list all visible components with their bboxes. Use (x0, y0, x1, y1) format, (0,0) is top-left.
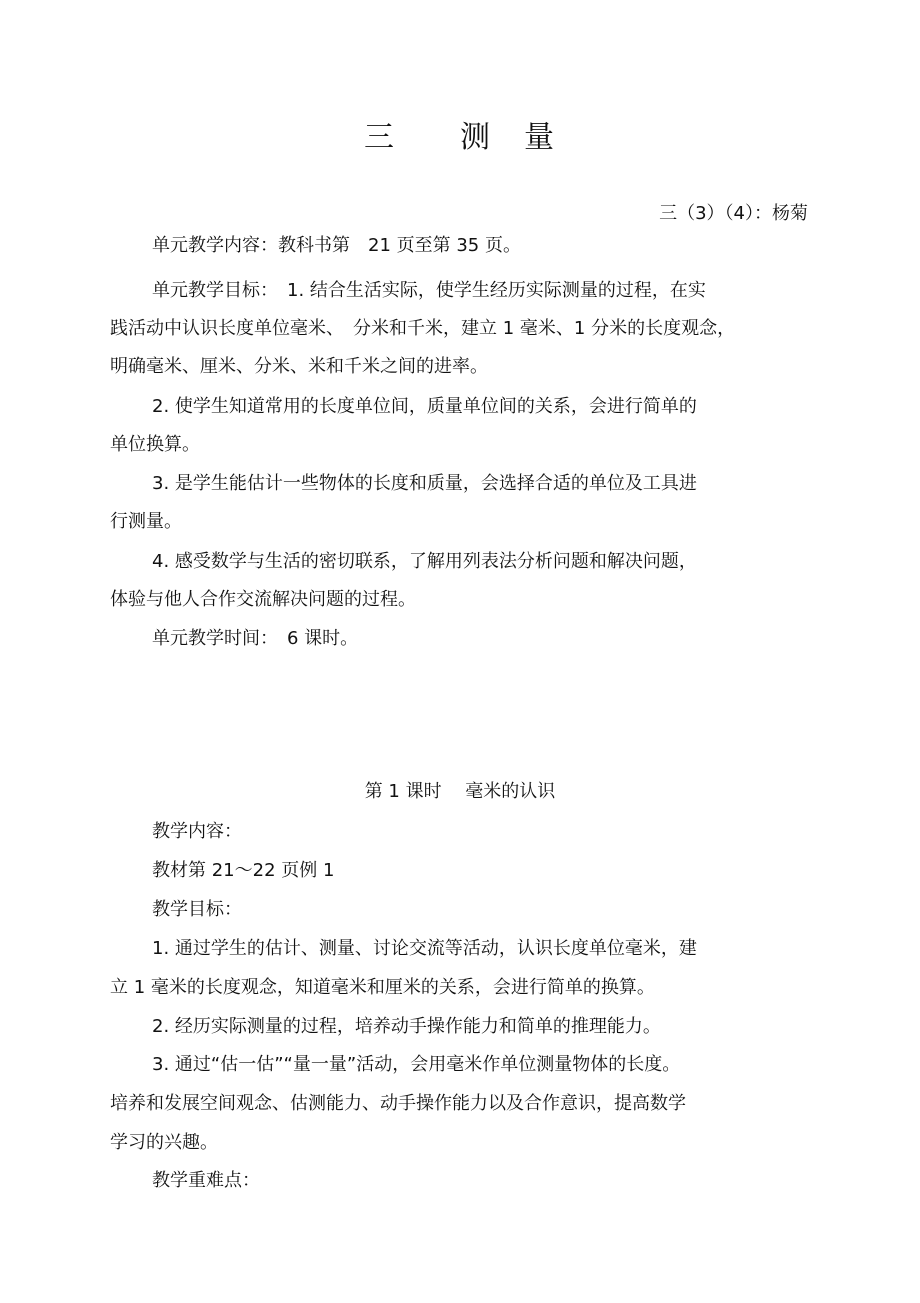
lesson-key-label: 教学重难点： (152, 1170, 260, 1191)
unit-goal-1-line-2: 践活动中认识长度单位毫米、 分米和千米，建立 1 毫米、1 分米的长度观念， (110, 318, 736, 339)
chapter-title: 三 测 量 (364, 120, 556, 155)
unit-content: 单元教学内容：教科书第 21 页至第 35 页。 (152, 235, 521, 256)
lesson-goal-3-line-2: 培养和发展空间观念、估测能力、动手操作能力以及合作意识，提高数学 (110, 1093, 686, 1114)
author-line: 三（3）（4）：杨菊 (659, 203, 808, 224)
lesson-goal-1-line-2: 立 1 毫米的长度观念，知道毫米和厘米的关系，会进行简单的换算。 (110, 977, 655, 998)
lesson-goal-1-line-1: 1. 通过学生的估计、测量、讨论交流等活动，认识长度单位毫米，建 (152, 938, 697, 959)
unit-goal-1-line-3: 明确毫米、厘米、分米、米和千米之间的进率。 (110, 356, 488, 377)
unit-goal-3-line-2: 行测量。 (110, 511, 182, 532)
unit-goal-2-line-1: 2. 使学生知道常用的长度单位间，质量单位间的关系，会进行简单的 (152, 396, 697, 417)
unit-goal-4-line-2: 体验与他人合作交流解决问题的过程。 (110, 589, 416, 610)
lesson-goal-2: 2. 经历实际测量的过程，培养动手操作能力和简单的推理能力。 (152, 1016, 661, 1037)
unit-goal-1-line-1: 单元教学目标： 1. 结合生活实际，使学生经历实际测量的过程，在实 (152, 280, 706, 301)
lesson-goal-3-line-3: 学习的兴趣。 (110, 1132, 218, 1153)
unit-goal-4-line-1: 4. 感受数学与生活的密切联系，了解用列表法分析问题和解决问题， (152, 551, 697, 572)
lesson-content-label: 教学内容： (152, 821, 242, 842)
unit-goal-2-line-2: 单位换算。 (110, 434, 200, 455)
lesson-title: 第 1 课时 毫米的认识 (364, 781, 556, 802)
lesson-goal-label: 教学目标： (152, 899, 242, 920)
lesson-goal-3-line-1: 3. 通过“估一估”“量一量”活动，会用毫米作单位测量物体的长度。 (152, 1054, 681, 1075)
unit-goal-3-line-1: 3. 是学生能估计一些物体的长度和质量，会选择合适的单位及工具进 (152, 473, 697, 494)
lesson-content: 教材第 21～22 页例 1 (152, 860, 335, 881)
unit-time: 单元教学时间： 6 课时。 (152, 628, 359, 649)
